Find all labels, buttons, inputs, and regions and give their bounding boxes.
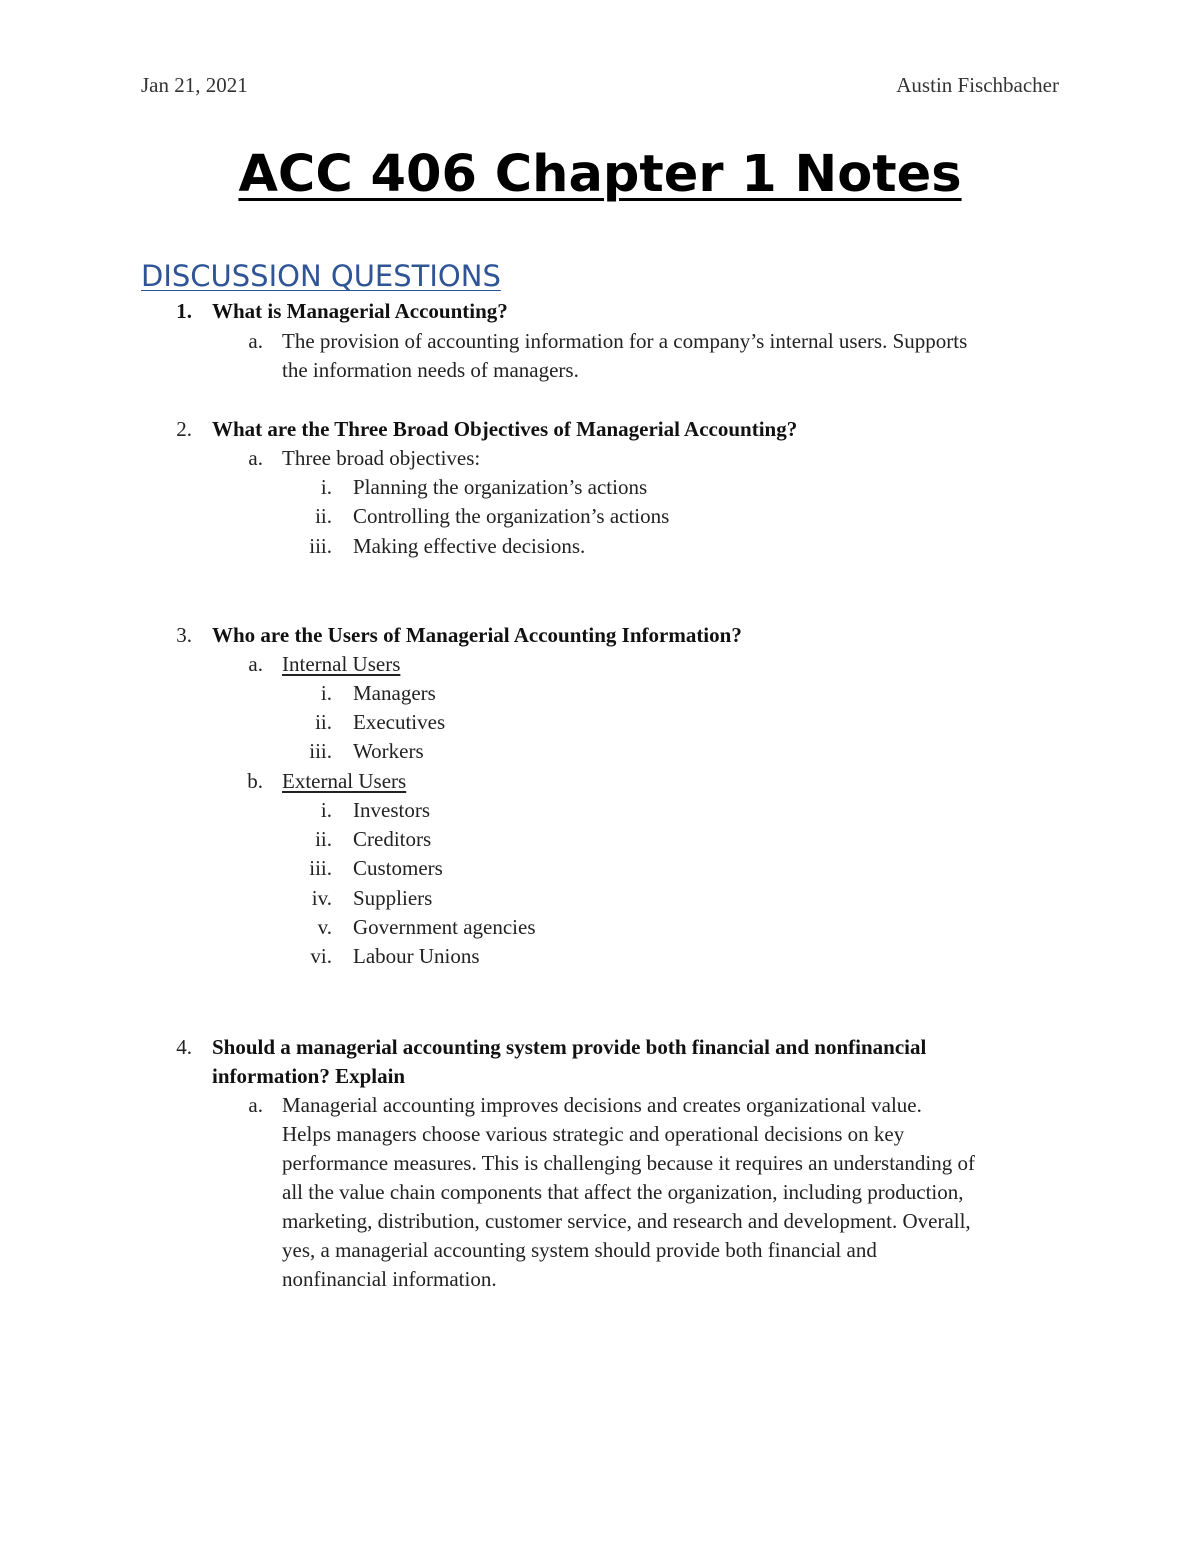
item-label: i.: [320, 681, 332, 705]
item-label: v.: [317, 915, 332, 939]
question-text: Who are the Users of Managerial Accounting Information?: [212, 623, 742, 647]
item-text: Making effective decisions.: [353, 534, 586, 558]
item-label: iii.: [309, 856, 332, 880]
question-number: 4.: [176, 1035, 192, 1059]
answer-text-line: Helps managers choose various strategic and operational decisions on key: [282, 1122, 905, 1146]
answer-text: Internal Users: [282, 652, 401, 676]
item-label: iv.: [311, 886, 332, 910]
item-text: Controlling the organization’s actions: [353, 504, 670, 528]
answer-text-line: all the value chain components that affect the organization, including production,: [282, 1180, 964, 1204]
item-text: Suppliers: [353, 886, 433, 910]
item-text: Managers: [353, 681, 436, 705]
item-text: Government agencies: [353, 915, 536, 939]
item-text: Executives: [353, 710, 446, 734]
question-text: What is Managerial Accounting?: [212, 299, 508, 323]
header-date: Jan 21, 2021: [141, 73, 248, 97]
section-heading: DISCUSSION QUESTIONS: [141, 259, 501, 293]
answer-label: a.: [248, 652, 263, 676]
answer-text-line: yes, a managerial accounting system should provide both financial and: [282, 1238, 877, 1262]
question-text: Should a managerial accounting system provide both financial and nonfinancial: [212, 1035, 927, 1059]
answer-text-line: performance measures. This is challenging because it requires an understanding of: [282, 1151, 975, 1175]
question-number: 2.: [176, 417, 192, 441]
item-text: Workers: [353, 739, 424, 763]
item-text: Creditors: [353, 827, 432, 851]
question-text: What are the Three Broad Objectives of Managerial Accounting?: [212, 417, 798, 441]
page-title: ACC 406 Chapter 1 Notes: [238, 145, 962, 204]
item-label: ii.: [315, 504, 332, 528]
answer-text-line: The provision of accounting information for a company’s internal users. Supports: [282, 329, 968, 353]
answer-text-line: the information needs of managers.: [282, 358, 579, 382]
answer-label: a.: [248, 329, 263, 353]
answer-label: a.: [248, 1093, 263, 1117]
item-text: Planning the organization’s actions: [353, 475, 648, 499]
question-number: 3.: [176, 623, 192, 647]
question-number: 1.: [176, 299, 192, 323]
answer-label: b.: [247, 769, 263, 793]
header-author: Austin Fischbacher: [896, 73, 1059, 97]
answer-text-line: marketing, distribution, customer service, and research and development. Overall,: [282, 1209, 971, 1233]
answer-text: External Users: [282, 769, 407, 793]
item-label: vi.: [310, 944, 332, 968]
question-text: information? Explain: [212, 1064, 406, 1088]
item-text: Customers: [353, 856, 443, 880]
item-text: Investors: [353, 798, 430, 822]
answer-text: Three broad objectives:: [282, 446, 481, 470]
answer-text-line: nonfinancial information.: [282, 1267, 497, 1291]
answer-text-line: Managerial accounting improves decisions and creates organizational value.: [282, 1093, 922, 1117]
answer-label: a.: [248, 446, 263, 470]
item-label: ii.: [315, 827, 332, 851]
item-label: iii.: [309, 534, 332, 558]
item-text: Labour Unions: [353, 944, 480, 968]
item-label: iii.: [309, 739, 332, 763]
item-label: ii.: [315, 710, 332, 734]
item-label: i.: [320, 475, 332, 499]
item-label: i.: [320, 798, 332, 822]
